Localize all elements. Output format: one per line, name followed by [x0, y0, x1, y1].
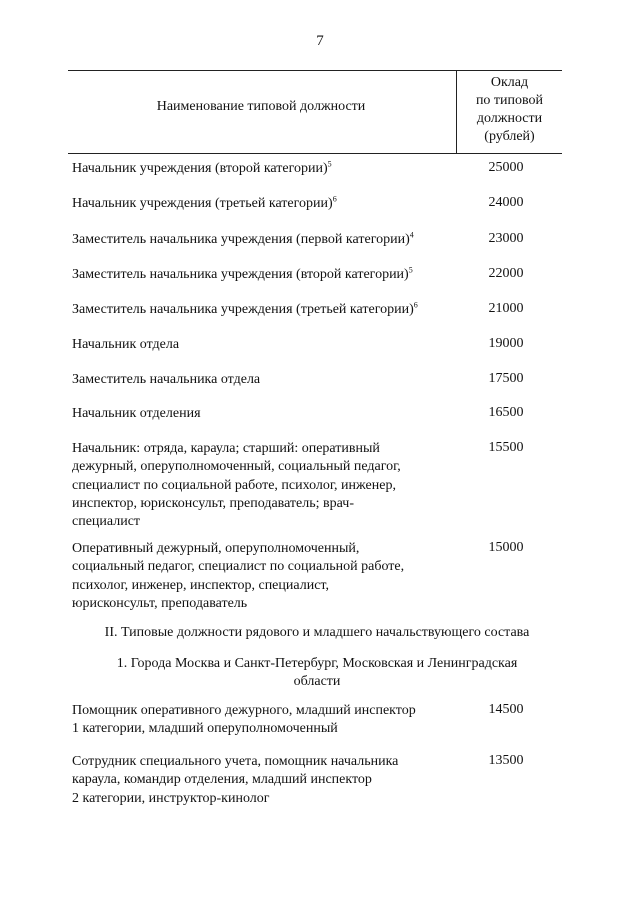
table-row-line: Сотрудник специального учета, помощник начальника	[72, 754, 399, 769]
table-row-line: Начальник: отряда, караула; старший: оперативный	[72, 441, 380, 456]
section-ii-title: II. Типовые должности рядового и младшего начальствующего состава	[104, 625, 530, 640]
table-row-name	[72, 440, 472, 531]
subsection-1-title	[68, 655, 566, 691]
page-number: 7	[316, 33, 324, 49]
table-row-salary: 21000	[488, 301, 524, 316]
table-header-rule	[68, 153, 562, 154]
table-row-salary: 22000	[488, 266, 524, 281]
table-row-name: Начальник учреждения (третьей категории)$^6$	[72, 194, 337, 211]
header-salary	[457, 74, 562, 146]
table-row-salary: 17500	[488, 371, 524, 386]
table-row-line: 1 категории, младший оперуполномоченный	[72, 721, 338, 737]
table-row-line: психолог, инженер, инспектор, специалист,	[72, 577, 329, 593]
table-row-salary: 19000	[488, 336, 524, 351]
table-row-name: Начальник учреждения (второй категории)$^5$	[72, 159, 332, 176]
table-row-line: караула, командир отделения, младший инспектор	[72, 772, 372, 788]
table-row-line: специалист	[72, 514, 141, 530]
subsection-title-line: области	[293, 674, 341, 689]
table-row-salary: 16500	[488, 405, 524, 420]
header-salary-line: должности	[476, 111, 543, 126]
table-row-name	[72, 540, 472, 613]
table-row-salary: 13500	[488, 753, 524, 768]
table-row-salary: 15500	[488, 440, 524, 455]
table-row-name: Начальник отдела	[72, 337, 180, 352]
table-row-name: Заместитель начальника отдела	[72, 372, 261, 387]
table-row-salary: 25000	[488, 160, 524, 175]
table-row-name: Заместитель начальника учреждения (второй категории)$^5$	[72, 265, 413, 282]
table-row-name	[72, 702, 472, 739]
table-top-rule	[68, 70, 562, 71]
table-row-salary: 23000	[488, 231, 524, 246]
table-row-line: 2 категории, инструктор-кинолог	[72, 790, 270, 806]
subsection-title-line: 1. Города Москва и Санкт-Петербург, Московская и Ленинградская	[116, 656, 518, 671]
table-row-line: инспектор, юрисконсульт, преподаватель; врач-	[72, 495, 354, 511]
header-salary-line: по типовой	[475, 93, 544, 108]
table-row-salary: 14500	[488, 702, 524, 717]
table-row-line: социальный педагог, специалист по социальной работе,	[72, 559, 405, 575]
table-row-line: Оперативный дежурный, оперуполномоченный,	[72, 541, 360, 556]
table-row-salary: 15000	[488, 540, 524, 555]
table-row-name: Заместитель начальника учреждения (первой категории)$^4$	[72, 230, 414, 247]
table-row-salary: 24000	[488, 195, 524, 210]
table-row-line: юрисконсульт, преподаватель	[72, 595, 248, 611]
header-salary-line: Оклад	[490, 75, 529, 90]
table-row-name: Начальник отделения	[72, 406, 201, 421]
table-row-line: Помощник оперативного дежурного, младший инспектор	[72, 703, 416, 718]
table-row-line: дежурный, оперуполномоченный, социальный педагог,	[72, 459, 401, 475]
table-row-name: Заместитель начальника учреждения (третьей категории)$^6$	[72, 300, 418, 317]
table-row-name	[72, 753, 472, 808]
header-position-name: Наименование типовой должности	[156, 99, 366, 114]
table-row-line: специалист по социальной работе, психолог, инженер,	[72, 477, 396, 493]
header-salary-line: (рублей)	[484, 129, 535, 144]
